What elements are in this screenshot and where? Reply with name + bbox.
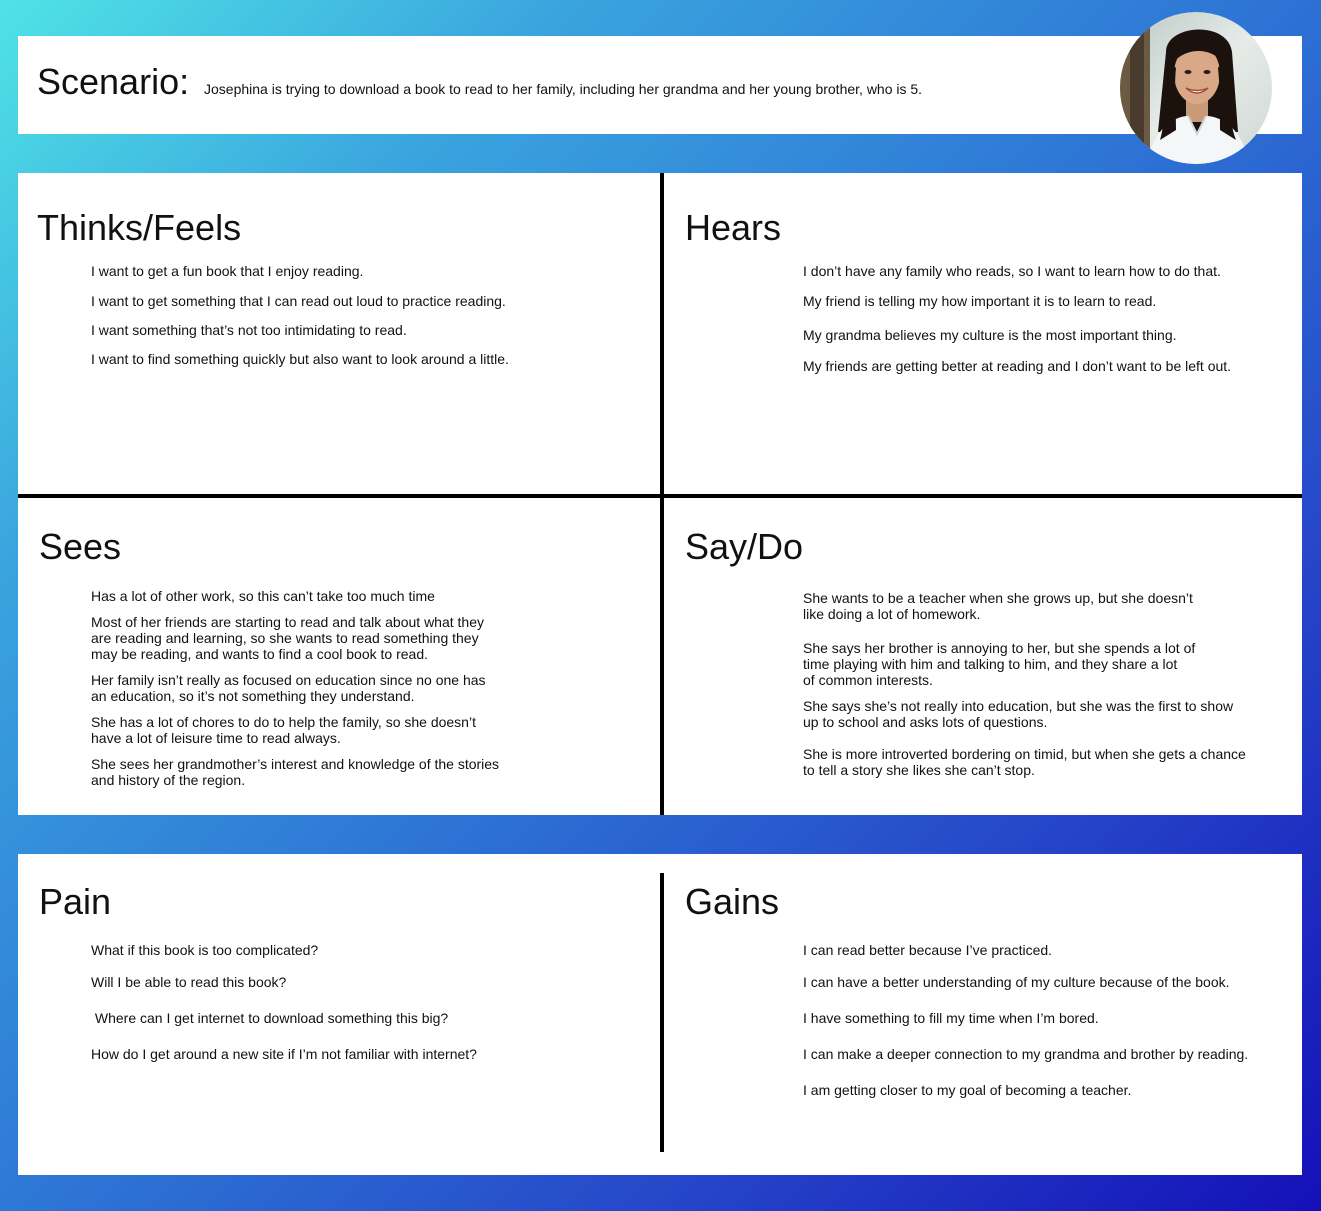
- sees-item: Her family isn’t really as focused on education since no one has an education, so it’s not something they understand.: [91, 672, 486, 704]
- hears-item: My friend is telling my how important it is to learn to read.: [803, 293, 1157, 309]
- hears-title: Hears: [685, 207, 782, 248]
- pain-item: Will I be able to read this book?: [91, 974, 287, 990]
- say-do-item: She is more introverted bordering on timid, but when she gets a chance to tell a story she likes she can’t stop.: [803, 746, 1246, 778]
- say-do-item: She says she’s not really into education, but she was the first to show up to school and asks lots of questions.: [803, 698, 1234, 730]
- say-do-item: She says her brother is annoying to her, but she spends a lot of time playing with him and talking to him, and they share a lot of common interests.: [803, 640, 1196, 688]
- pain-title: Pain: [39, 881, 112, 922]
- sees-item: She sees her grandmother’s interest and knowledge of the stories and history of the region.: [91, 756, 500, 788]
- say-do-item: She wants to be a teacher when she grows up, but she doesn’t like doing a lot of homework.: [803, 590, 1193, 622]
- persona-photo-icon: [1120, 12, 1272, 164]
- thinks-feels-item: I want something that’s not too intimidating to read.: [91, 322, 407, 338]
- hears-item: My grandma believes my culture is the most important thing.: [803, 327, 1177, 343]
- gains-title: Gains: [685, 881, 780, 922]
- scenario-title: Scenario:: [37, 61, 190, 102]
- horizontal-divider: [18, 494, 1302, 498]
- thinks-feels-item: I want to get something that I can read out loud to practice reading.: [91, 293, 506, 309]
- sees-title: Sees: [39, 526, 122, 567]
- pain-item: How do I get around a new site if I’m not familiar with internet?: [91, 1046, 477, 1062]
- hears-item: My friends are getting better at reading and I don’t want to be left out.: [803, 358, 1232, 374]
- sees-item: She has a lot of chores to do to help the family, so she doesn’t have a lot of leisure time to read always.: [91, 714, 476, 746]
- thinks-feels-item: I want to find something quickly but also want to look around a little.: [91, 351, 509, 367]
- scenario-text: Josephina is trying to download a book to read to her family, including her grandma and her young brother, who is 5.: [204, 81, 923, 97]
- thinks-feels-title: Thinks/Feels: [37, 207, 242, 248]
- persona-avatar: [1120, 12, 1272, 164]
- vertical-divider: [660, 873, 664, 1152]
- pain-gains-panel: [18, 854, 1302, 1175]
- gains-item: I have something to fill my time when I’m bored.: [803, 1010, 1099, 1026]
- thinks-feels-item: I want to get a fun book that I enjoy reading.: [91, 263, 364, 279]
- gains-item: I can make a deeper connection to my grandma and brother by reading.: [803, 1046, 1249, 1062]
- pain-item: What if this book is too complicated?: [91, 942, 319, 958]
- say-do-title: Say/Do: [685, 526, 804, 567]
- gains-item: I am getting closer to my goal of becoming a teacher.: [803, 1082, 1132, 1098]
- gains-item: I can have a better understanding of my culture because of the book.: [803, 974, 1230, 990]
- hears-item: I don’t have any family who reads, so I want to learn how to do that.: [803, 263, 1221, 279]
- empathy-map-panel: [18, 173, 1302, 815]
- sees-item: Most of her friends are starting to read and talk about what they are reading and learning, so she wants to read something they may be reading, and wants to find a cool book to read.: [91, 614, 484, 662]
- gains-item: I can read better because I’ve practiced.: [803, 942, 1053, 958]
- sees-item: Has a lot of other work, so this can’t take too much time: [91, 588, 435, 604]
- pain-item: Where can I get internet to download something this big?: [91, 1010, 449, 1026]
- scenario-panel: [18, 36, 1302, 134]
